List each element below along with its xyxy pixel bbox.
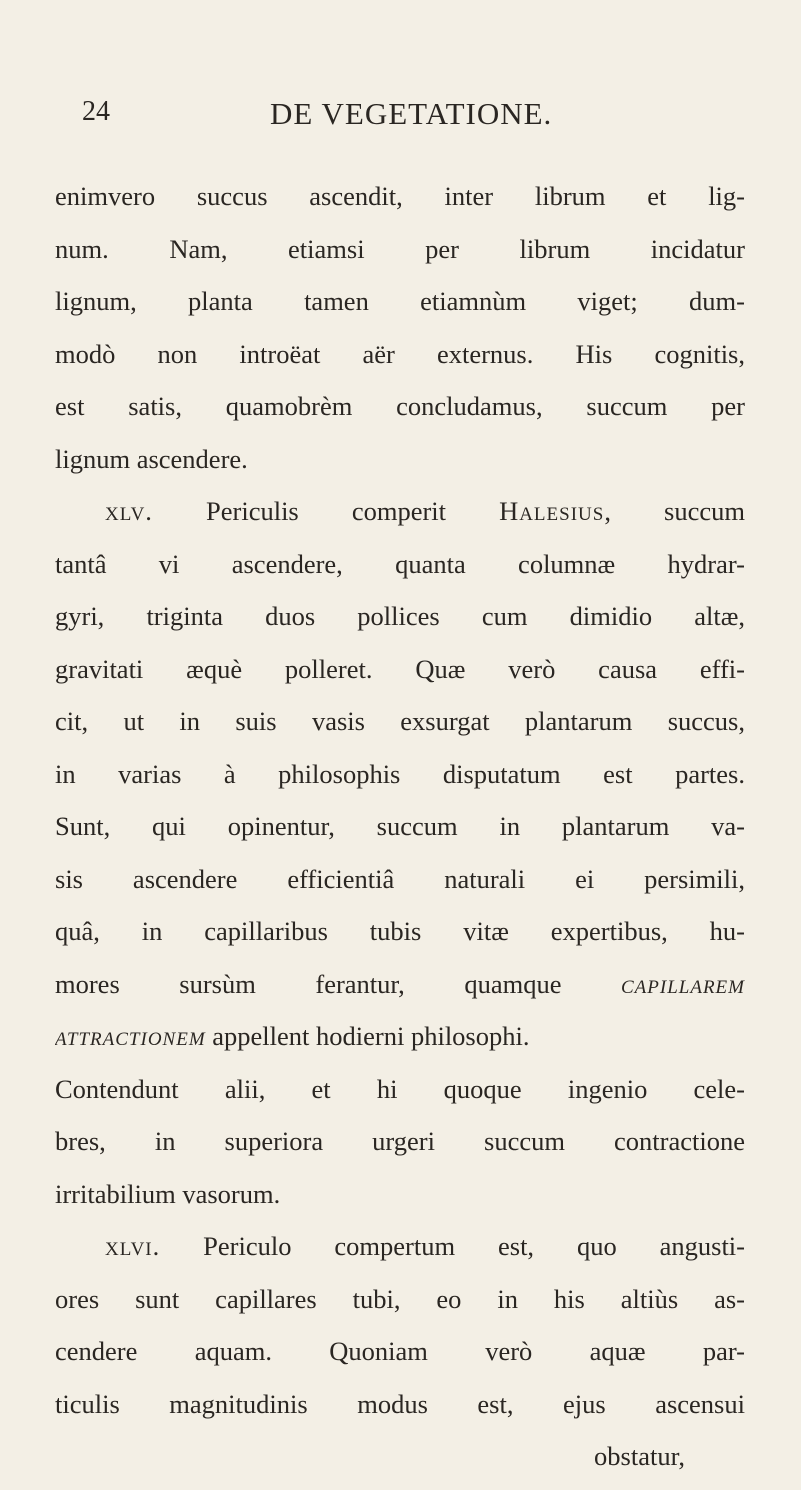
text-line: ores sunt capillares tubi, eo in his altiùs as- xyxy=(55,1283,745,1314)
text-line: gyri, triginta duos pollices cum dimidio altæ, xyxy=(55,601,745,631)
paragraph-start-xlvi xyxy=(55,1220,745,1273)
running-head: DE VEGETATIONE. xyxy=(270,96,553,131)
text-line: est satis, quamobrèm concludamus, succum per xyxy=(55,391,745,421)
text-span: Periculis comperit xyxy=(152,496,500,526)
text-line: cit, ut in suis vasis exsurgat plantarum succus, xyxy=(55,706,745,736)
text-line: enimvero succus ascendit, inter librum et lig- xyxy=(55,181,745,211)
text-line: ticulis magnitudinis modus est, ejus ascensui xyxy=(55,1388,745,1419)
text-span: appellent hodierni philosophi. xyxy=(205,1021,530,1051)
text-span: Periculo compertum est, quo angusti- xyxy=(160,1231,745,1261)
italic-term: ATTRACTIONEM xyxy=(55,1029,206,1050)
text-line: quâ, in capillaribus tubis vitæ expertibus, hu- xyxy=(55,916,745,946)
text-span: , succum xyxy=(604,496,745,526)
text-line: gravitati æquè polleret. Quæ verò causa effi- xyxy=(55,653,745,684)
text-line: Contendunt alii, et hi quoque ingenio cele- xyxy=(55,1073,745,1104)
text-line: cendere aquam. Quoniam verò aquæ par- xyxy=(55,1336,745,1366)
catchword: obstatur, xyxy=(594,1441,685,1471)
text-line: in varias à philosophis disputatum est partes. xyxy=(55,758,745,789)
text-line: modò non introëat aër externus. His cognitis, xyxy=(55,338,745,369)
body-text xyxy=(55,170,745,1483)
text-line: tantâ vi ascendere, quanta columnæ hydrar- xyxy=(55,548,745,579)
italic-term: CAPILLAREM xyxy=(621,976,745,998)
text-line xyxy=(55,958,745,1011)
section-number: xlvi. xyxy=(105,1231,161,1261)
text-line: sis ascendere efficientiâ naturali ei persimili, xyxy=(55,863,745,894)
text-line: Sunt, qui opinentur, succum in plantarum va- xyxy=(55,811,745,841)
text-line: lignum, planta tamen etiamnùm viget; dum- xyxy=(55,286,745,316)
text-line: num. Nam, etiamsi per librum incidatur xyxy=(55,233,745,264)
section-number: xlv. xyxy=(105,496,153,526)
author-name: Halesius xyxy=(499,496,605,526)
page-number: 24 xyxy=(82,96,110,127)
text-line: lignum ascendere. xyxy=(55,443,248,474)
text-span: mores sursùm ferantur, quamque xyxy=(55,968,621,999)
text-line xyxy=(55,1010,745,1063)
text-line: bres, in superiora urgeri succum contractione xyxy=(55,1126,745,1156)
paragraph-start-xlv xyxy=(55,485,745,538)
text-line: irritabilium vasorum. xyxy=(55,1178,281,1209)
page-header xyxy=(0,96,801,146)
